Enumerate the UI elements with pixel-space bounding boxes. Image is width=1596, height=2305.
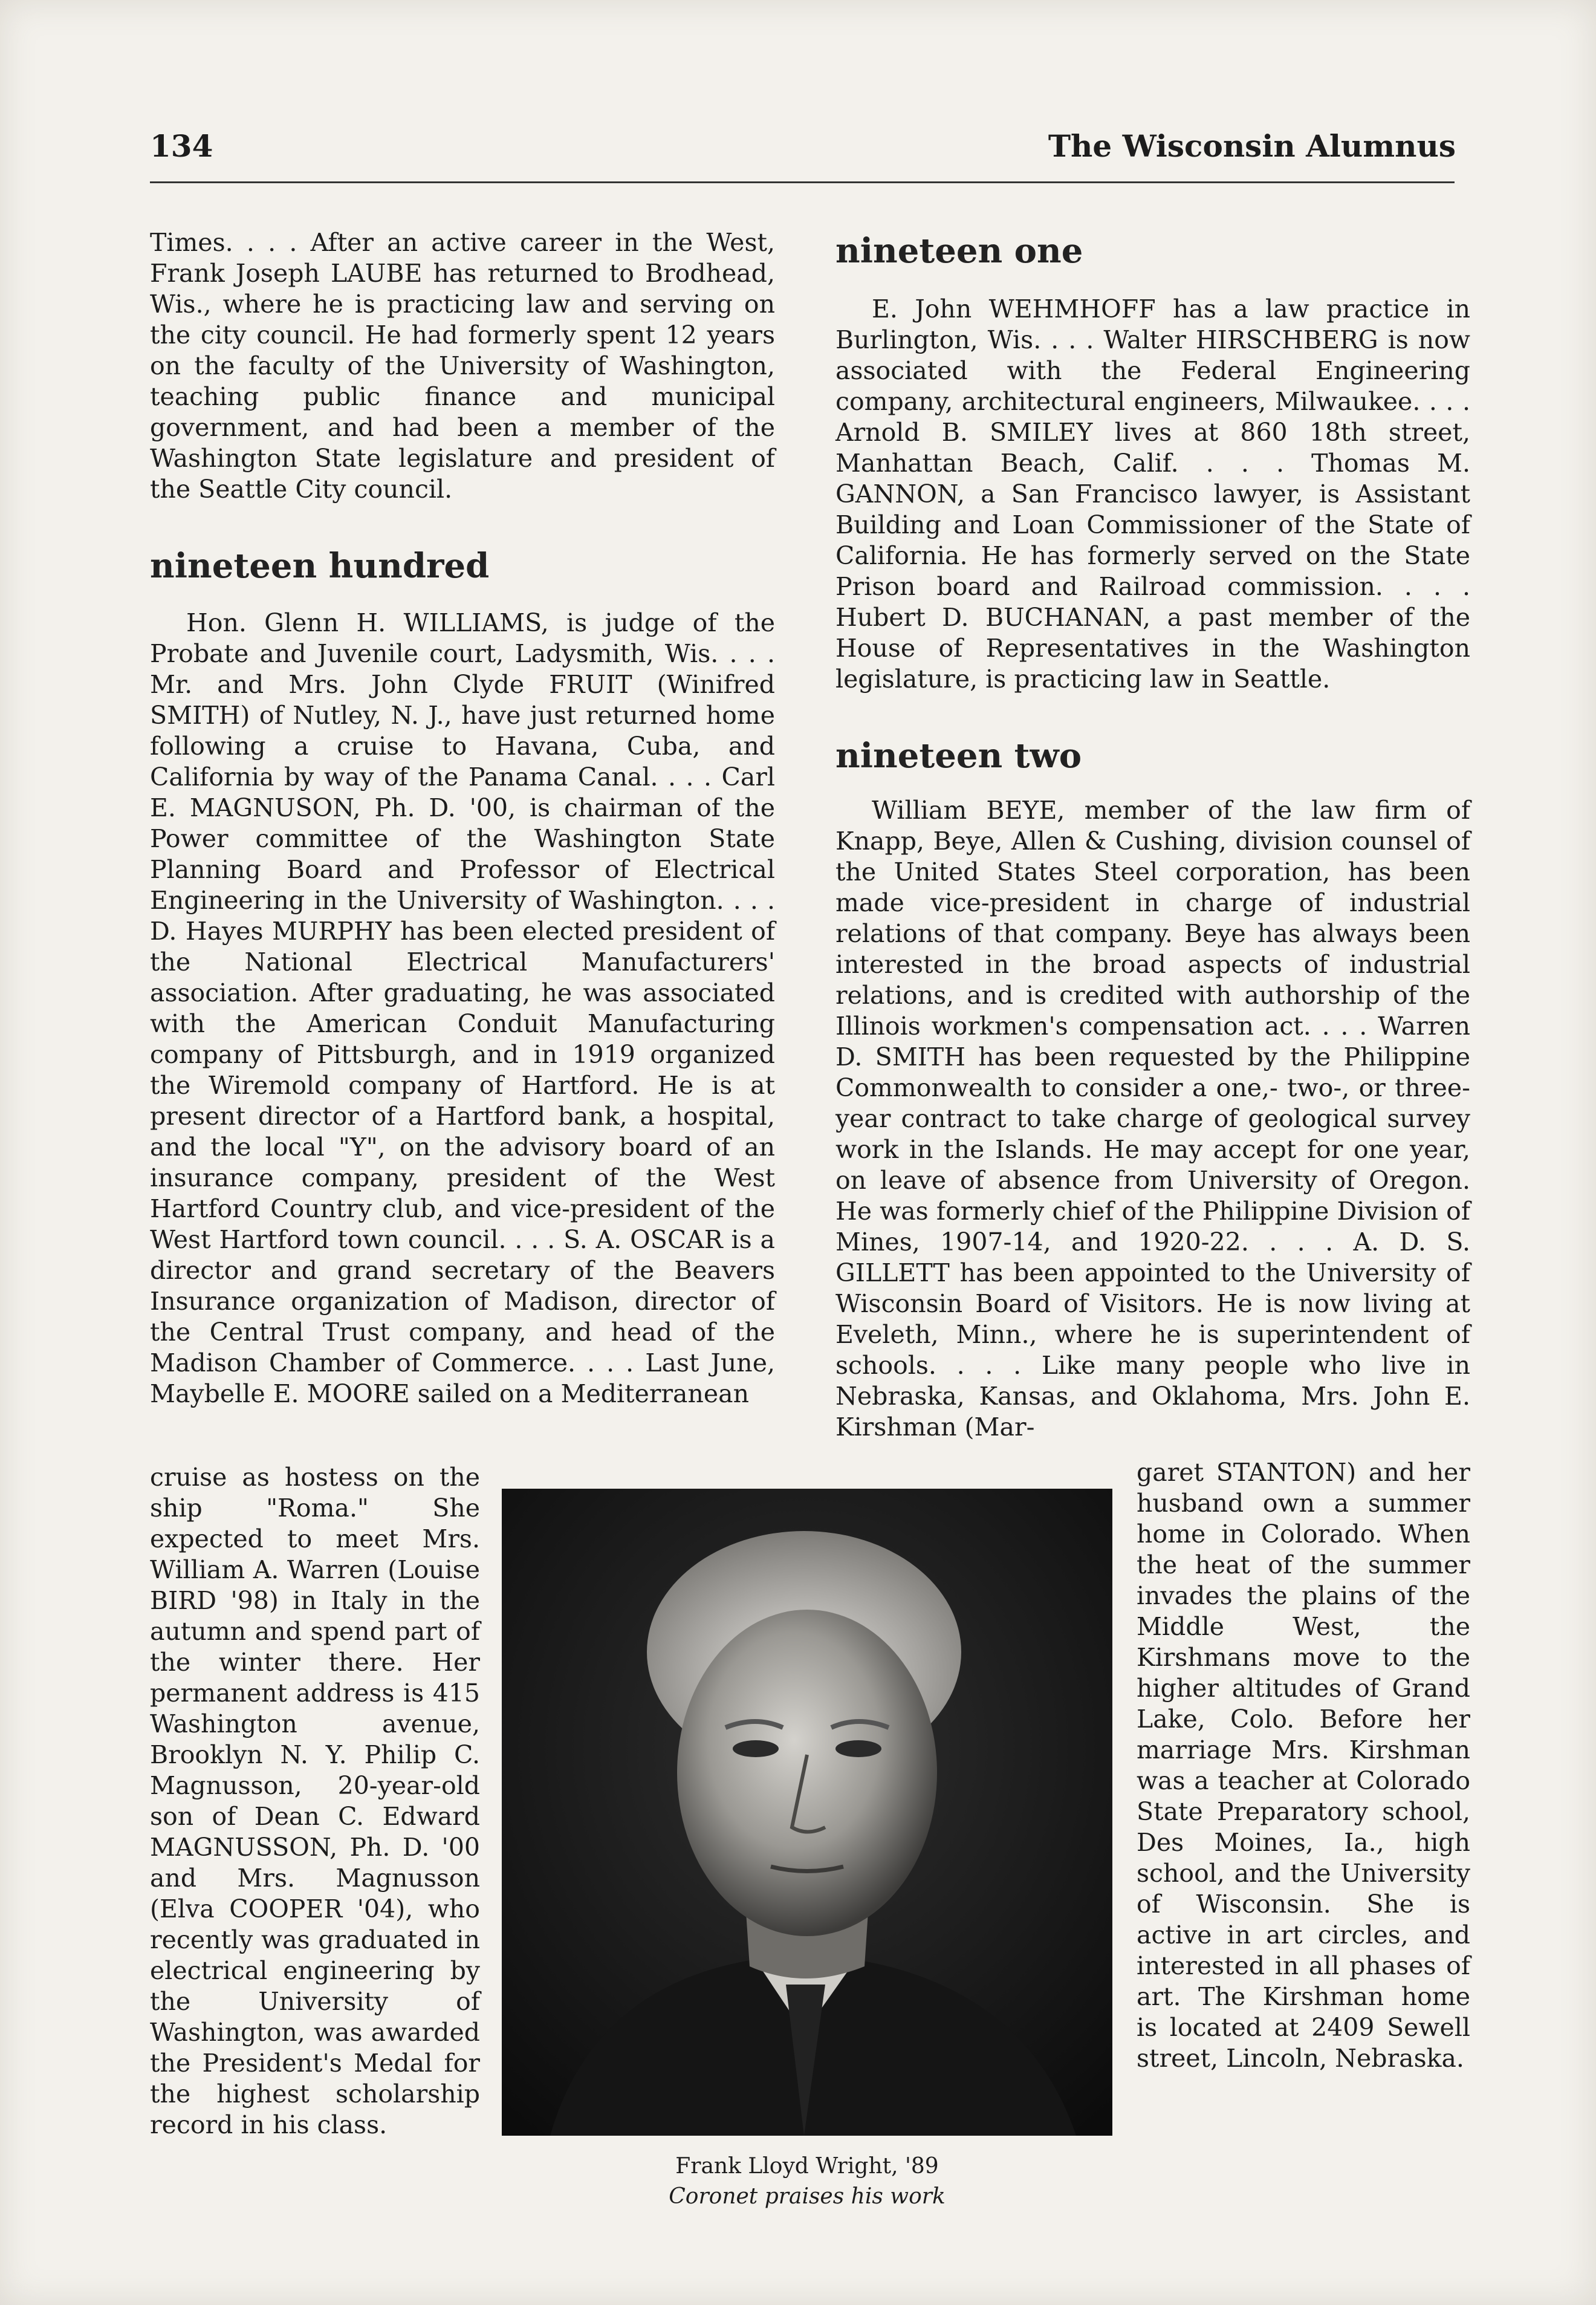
portrait-image — [502, 1489, 1112, 2136]
running-head: The Wisconsin Alumnus — [1048, 128, 1456, 164]
left-column — [150, 227, 775, 1409]
photo-caption: Frank Lloyd Wright, '89 — [675, 2154, 939, 2179]
section-heading: nineteen one — [835, 231, 1083, 271]
page-number: 134 — [150, 128, 213, 164]
section-body: E. John WEHMHOFF has a law practice in Burlington, Wis. . . . Walter HIRSCHBERG is now associated with the Federal Engineering company, architectural engineers, Milwaukee. . . . Arnold B. SMILEY lives at 860 18th street, Manhattan Beach, Calif. . . . Thomas M. GANNON, a San Francisco lawyer, is Assistant Building and Loan Commissioner of the State of California. He has formerly served on the State Prison board and Railroad commission. . . . Hubert D. BUCHANAN, a past member of the House of Representatives in the Washington legislature, is practicing law in Seattle. — [835, 294, 1470, 694]
continued-paragraph: Times. . . . After an active career in the West, Frank Joseph LAUBE has returned to Brodhead, Wis., where he is practicing law and serving on the city council. He had formerly spent 12 years on the faculty of the University of Washington, teaching public finance and municipal government, and had been a member of the Washington State legislature and president of the Seattle City council. — [150, 228, 775, 504]
left-wrap-column — [150, 1462, 480, 2141]
wrap-paragraph: garet STANTON) and her husband own a summer home in Colorado. When the heat of the summer invades the plains of the Middle West, the Kirshmans move to the higher altitudes of Grand Lake, Colo. Before her marriage Mrs. Kirshman was a teacher at Colorado State Preparatory school, Des Moines, Ia., high school, and the University of Wisconsin. She is active in art circles, and interested in all phases of art. The Kirshman home is located at 2409 Sewell street, Lincoln, Nebraska. — [1137, 1458, 1470, 2073]
wrap-paragraph: cruise as hostess on the ship "Roma." She expected to meet Mrs. William A. Warren (Louise BIRD '98) in Italy in the autumn and spend part of the winter there. Her permanent address is 415 Washington avenue, Brooklyn N. Y. Philip C. Magnusson, 20-year-old son of Dean C. Edward MAGNUSSON, Ph. D. '00 and Mrs. Magnusson (Elva COOPER '04), who recently was graduated in electrical engineering by the University of Washington, was awarded the President's Medal for the highest scholarship record in his class. — [150, 1463, 480, 2139]
header-rule — [150, 181, 1455, 183]
section-body: William BEYE, member of the law firm of Knapp, Beye, Allen & Cushing, division counsel of the United States Steel corporation, has been made vice-president in charge of industrial relations of that company. Beye has always been interested in the broad aspects of industrial relations, and is credited with authorship of the Illinois workmen's compensation act. . . . Warren D. SMITH has been requested by the Philippine Commonwealth to consider a one,- two-, or three-year contract to take charge of geological survey work in the Islands. He may accept for one year, on leave of absence from University of Oregon. He was formerly chief of the Philippine Division of Mines, 1907-14, and 1920-22. . . . A. D. S. GILLETT has been appointed to the University of Wisconsin Board of Visitors. He is now living at Eveleth, Minn., where he is superintendent of schools. . . . Like many people who live in Nebraska, Kansas, and Oklahoma, Mrs. John E. Kirshman (Mar- — [835, 796, 1470, 1442]
right-wrap-column — [1137, 1457, 1470, 2074]
section-heading: nineteen two — [835, 736, 1082, 776]
section-body: Hon. Glenn H. WILLIAMS, is judge of the Probate and Juvenile court, Ladysmith, Wis. . . . Mr. and Mrs. John Clyde FRUIT (Winifred SMITH) of Nutley, N. J., have just returned home following a cruise to Havana, Cuba, and California by way of the Panama Canal. . . . Carl E. MAGNUSON, Ph. D. '00, is chairman of the Power committee of the Washington State Planning Board and Professor of Electrical Engineering in the University of Washington. . . . D. Hayes MURPHY has been elected president of the National Electrical Manufacturers' association. After graduating, he was associated with the American Conduit Manufacturing company of Pittsburgh, and in 1919 organized the Wiremold company of Hartford. He is at present director of a Hartford bank, a hospital, and the local "Y", on the advisory board of an insurance company, president of the West Hartford Country club, and vice-president of the West Hartford town council. . . . S. A. OSCAR is a director and grand secretary of the Beavers Insurance organization of Madison, director of the Central Trust company, and head of the Madison Chamber of Commerce. . . . Last June, Maybelle E. MOORE sailed on a Mediterranean — [150, 608, 775, 1408]
section-heading: nineteen hundred — [150, 546, 490, 586]
photo-caption-subtitle: Coronet praises his work — [669, 2184, 946, 2209]
right-column — [835, 230, 1470, 1443]
portrait-photo — [502, 1489, 1112, 2136]
